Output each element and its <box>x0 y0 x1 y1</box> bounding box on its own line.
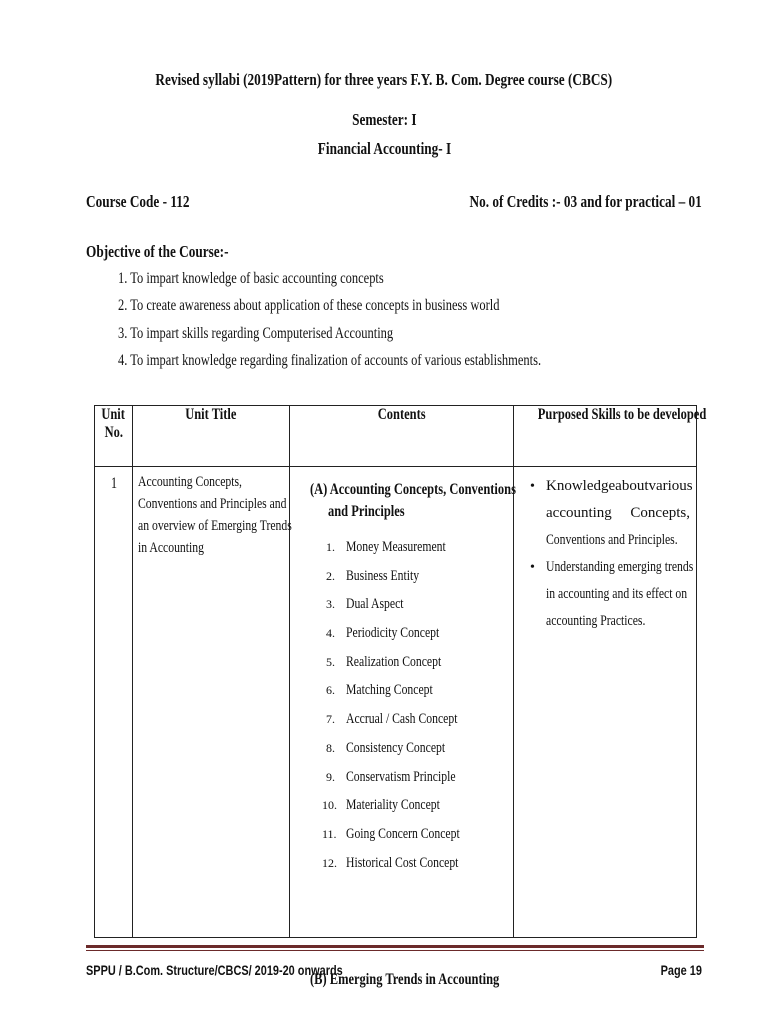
unit-no-cell: 1 <box>95 467 133 938</box>
footer-left: SPPU / B.Com. Structure/CBCS/ 2019-20 onwards <box>86 962 343 978</box>
contents-item <box>290 648 513 677</box>
contents-item-number: 3. <box>326 597 335 612</box>
section-a-heading: (A) Accounting Concepts, Conventions and Principles <box>310 481 516 520</box>
bullet-icon: • <box>530 560 535 575</box>
skill-word: Conventions and Principles. <box>546 532 678 548</box>
skill-line <box>546 500 690 527</box>
contents-item <box>290 562 513 591</box>
contents-item <box>290 533 513 562</box>
skill-line <box>546 527 690 554</box>
contents-item-number: 9. <box>326 769 335 784</box>
skills-cell <box>514 467 697 938</box>
skill-line <box>546 473 693 500</box>
contents-item-number: 7. <box>326 712 335 727</box>
contents-item-number: 5. <box>326 654 335 669</box>
header-contents: Contents <box>290 406 514 467</box>
contents-item-label: Dual Aspect <box>346 596 404 613</box>
contents-item-label: Going Concern Concept <box>346 825 460 842</box>
objective-item: 1. To impart knowledge of basic accounting concepts <box>118 270 384 287</box>
contents-item-label: Realization Concept <box>346 653 442 670</box>
semester-title: Semester: I <box>351 110 417 129</box>
contents-item-label: Periodicity Concept <box>346 625 440 642</box>
objective-heading: Objective of the Course:- <box>86 242 229 261</box>
skill-word: Knowledge <box>546 478 616 494</box>
contents-item-number: 10. <box>322 798 337 813</box>
contents-item-number: 8. <box>326 740 335 755</box>
contents-item-number: 1. <box>326 540 335 554</box>
skill-word: accounting <box>546 505 612 521</box>
contents-item-number: 2. <box>326 568 335 583</box>
unit-title-cell: Accounting Concepts, Conventions and Principles and an overview of Emerging Trends in Accounting <box>133 467 290 938</box>
skills-list <box>514 467 696 635</box>
header-unit-title: Unit Title <box>133 406 290 467</box>
skill-line <box>546 554 694 581</box>
objective-item: 3. To impart skills regarding Computerised Accounting <box>118 325 394 342</box>
contents-item <box>290 734 513 763</box>
contents-list <box>290 533 513 877</box>
table-row <box>95 467 697 938</box>
skill-word: about <box>615 478 649 494</box>
contents-item-label: Money Measurement <box>346 539 446 555</box>
skill-line <box>546 581 690 608</box>
contents-item-label: Accrual / Cash Concept <box>346 711 458 728</box>
skill-line <box>546 608 690 635</box>
skill-word: in accounting and its effect on <box>546 586 688 602</box>
syllabus-title: Revised syllabi (2019Pattern) for three years F.Y. B. Com. Degree course (CBCS) <box>155 70 613 89</box>
contents-item <box>290 763 513 792</box>
bullet-icon: • <box>530 479 535 494</box>
contents-item <box>290 590 513 619</box>
contents-item-number: 6. <box>326 683 335 698</box>
contents-item-label: Matching Concept <box>346 682 433 699</box>
contents-item-label: Consistency Concept <box>346 739 446 756</box>
skill-word: accounting Practices. <box>546 613 646 629</box>
credits: No. of Credits :- 03 and for practical – 01 <box>469 192 702 211</box>
contents-item-label: Materiality Concept <box>346 797 440 814</box>
contents-item <box>290 705 513 734</box>
objective-item: 2. To create awareness about application of these concepts in business world <box>118 297 500 314</box>
contents-item-number: 4. <box>326 626 335 641</box>
contents-cell <box>290 467 516 988</box>
skill-word: various <box>648 478 693 494</box>
contents-item <box>290 619 513 648</box>
skill-word: Concepts, <box>630 505 690 521</box>
contents-item <box>290 849 513 878</box>
subject-title: Financial Accounting- I <box>317 139 451 158</box>
contents-item-number: 12. <box>322 855 337 870</box>
skill-item <box>528 554 694 635</box>
contents-item-number: 11. <box>322 826 337 841</box>
footer-rule-thin <box>86 950 704 951</box>
contents-item <box>290 676 513 705</box>
contents-item-label: Conservatism Principle <box>346 768 456 785</box>
section-b-heading: (B) Emerging Trends in Accounting <box>310 971 500 988</box>
header-unit-no: Unit No. <box>95 406 133 467</box>
objective-item: 4. To impart knowledge regarding finalization of accounts of various establishments. <box>118 352 542 369</box>
skill-item <box>528 473 693 554</box>
header-skills: Purposed Skills to be developed <box>514 406 697 467</box>
contents-item-label: Historical Cost Concept <box>346 854 459 871</box>
contents-item <box>290 820 513 849</box>
contents-item-label: Business Entity <box>346 567 420 584</box>
skill-word: Understanding emerging trends <box>546 559 694 575</box>
contents-item <box>290 791 513 820</box>
table-header-row <box>95 406 697 467</box>
footer-rule <box>86 945 704 948</box>
course-code: Course Code - 112 <box>86 192 190 211</box>
page-number: Page 19 <box>660 962 702 978</box>
